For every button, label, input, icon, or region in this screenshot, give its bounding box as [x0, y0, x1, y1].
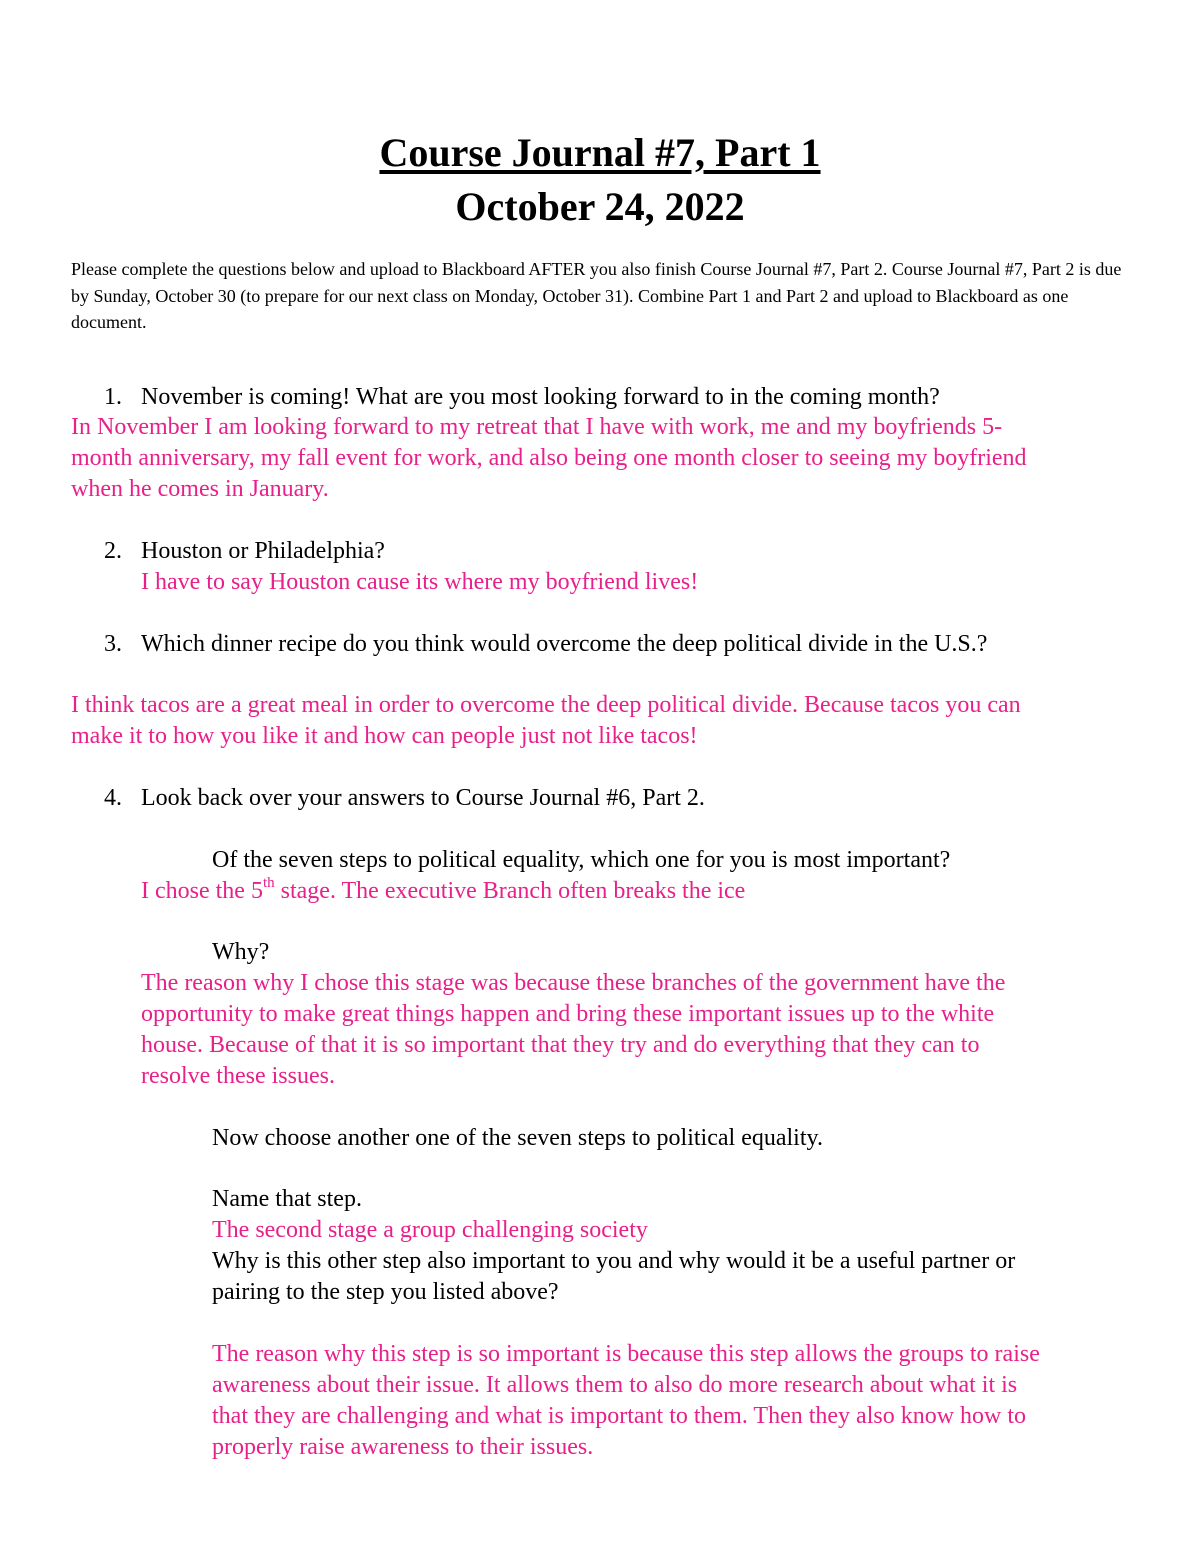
sub-question-text: Of the seven steps to political equality, which one for you is most important? [212, 847, 951, 873]
answer-line: opportunity to make great things happen and bring these important issues up to the white [141, 1001, 995, 1027]
question-number: 3. [104, 631, 122, 657]
question-number: 4. [104, 785, 122, 811]
answer-line: make it to how you like it and how can people just not like tacos! [71, 723, 698, 749]
document-title: Course Journal #7, Part 1 [379, 130, 821, 175]
question-number: 1. [104, 384, 122, 410]
answer-line: month anniversary, my fall event for work, and also being one month closer to seeing my boyfriend [71, 445, 1027, 471]
answer-line: I have to say Houston cause its where my boyfriend lives! [141, 569, 699, 595]
answer-line: The second stage a group challenging society [212, 1217, 648, 1243]
instructions-paragraph: Please complete the questions below and upload to Blackboard AFTER you also finish Course Journal #7, Part 2. Course Journal #7, Part 2 is due by Sunday, October 30 (to prepare for our next class on Monday, October 31). Combine Part 1 and Part 2 and upload to Blackboard as one document. [71, 259, 1122, 332]
answer-line: The reason why this step is so important is because this step allows the groups to raise [212, 1341, 1040, 1367]
answer-line: The reason why I chose this stage was because these branches of the government have the [141, 970, 1006, 996]
answer-line: properly raise awareness to their issues. [212, 1434, 594, 1460]
prompt-text: Now choose another one of the seven steps to political equality. [212, 1125, 823, 1151]
answer-line: I chose the 5th stage. The executive Branch often breaks the ice [141, 875, 746, 904]
document-date: October 24, 2022 [455, 184, 745, 229]
sub-question-text: pairing to the step you listed above? [212, 1279, 559, 1305]
document-header [0, 128, 1200, 232]
why-label: Why? [212, 939, 270, 965]
question-text: Look back over your answers to Course Journal #6, Part 2. [141, 785, 705, 811]
answer-line: In November I am looking forward to my retreat that I have with work, me and my boyfriends 5- [71, 414, 1003, 440]
sub-question-text: Why is this other step also important to you and why would it be a useful partner or [212, 1248, 1016, 1274]
answer-line: house. Because of that it is so important that they try and do everything that they can to [141, 1032, 980, 1058]
answer-line: that they are challenging and what is important to them. Then they also know how to [212, 1403, 1027, 1429]
answer-line: resolve these issues. [141, 1063, 335, 1089]
question-text: Houston or Philadelphia? [141, 538, 385, 564]
answer-line: awareness about their issue. It allows them to also do more research about what it is [212, 1372, 1018, 1398]
question-text: November is coming! What are you most looking forward to in the coming month? [141, 384, 940, 410]
name-step-label: Name that step. [212, 1186, 362, 1212]
question-number: 2. [104, 538, 122, 564]
answer-line: I think tacos are a great meal in order to overcome the deep political divide. Because tacos you can [71, 692, 1021, 718]
answer-line: when he comes in January. [71, 476, 329, 502]
question-text: Which dinner recipe do you think would overcome the deep political divide in the U.S.? [141, 631, 988, 657]
